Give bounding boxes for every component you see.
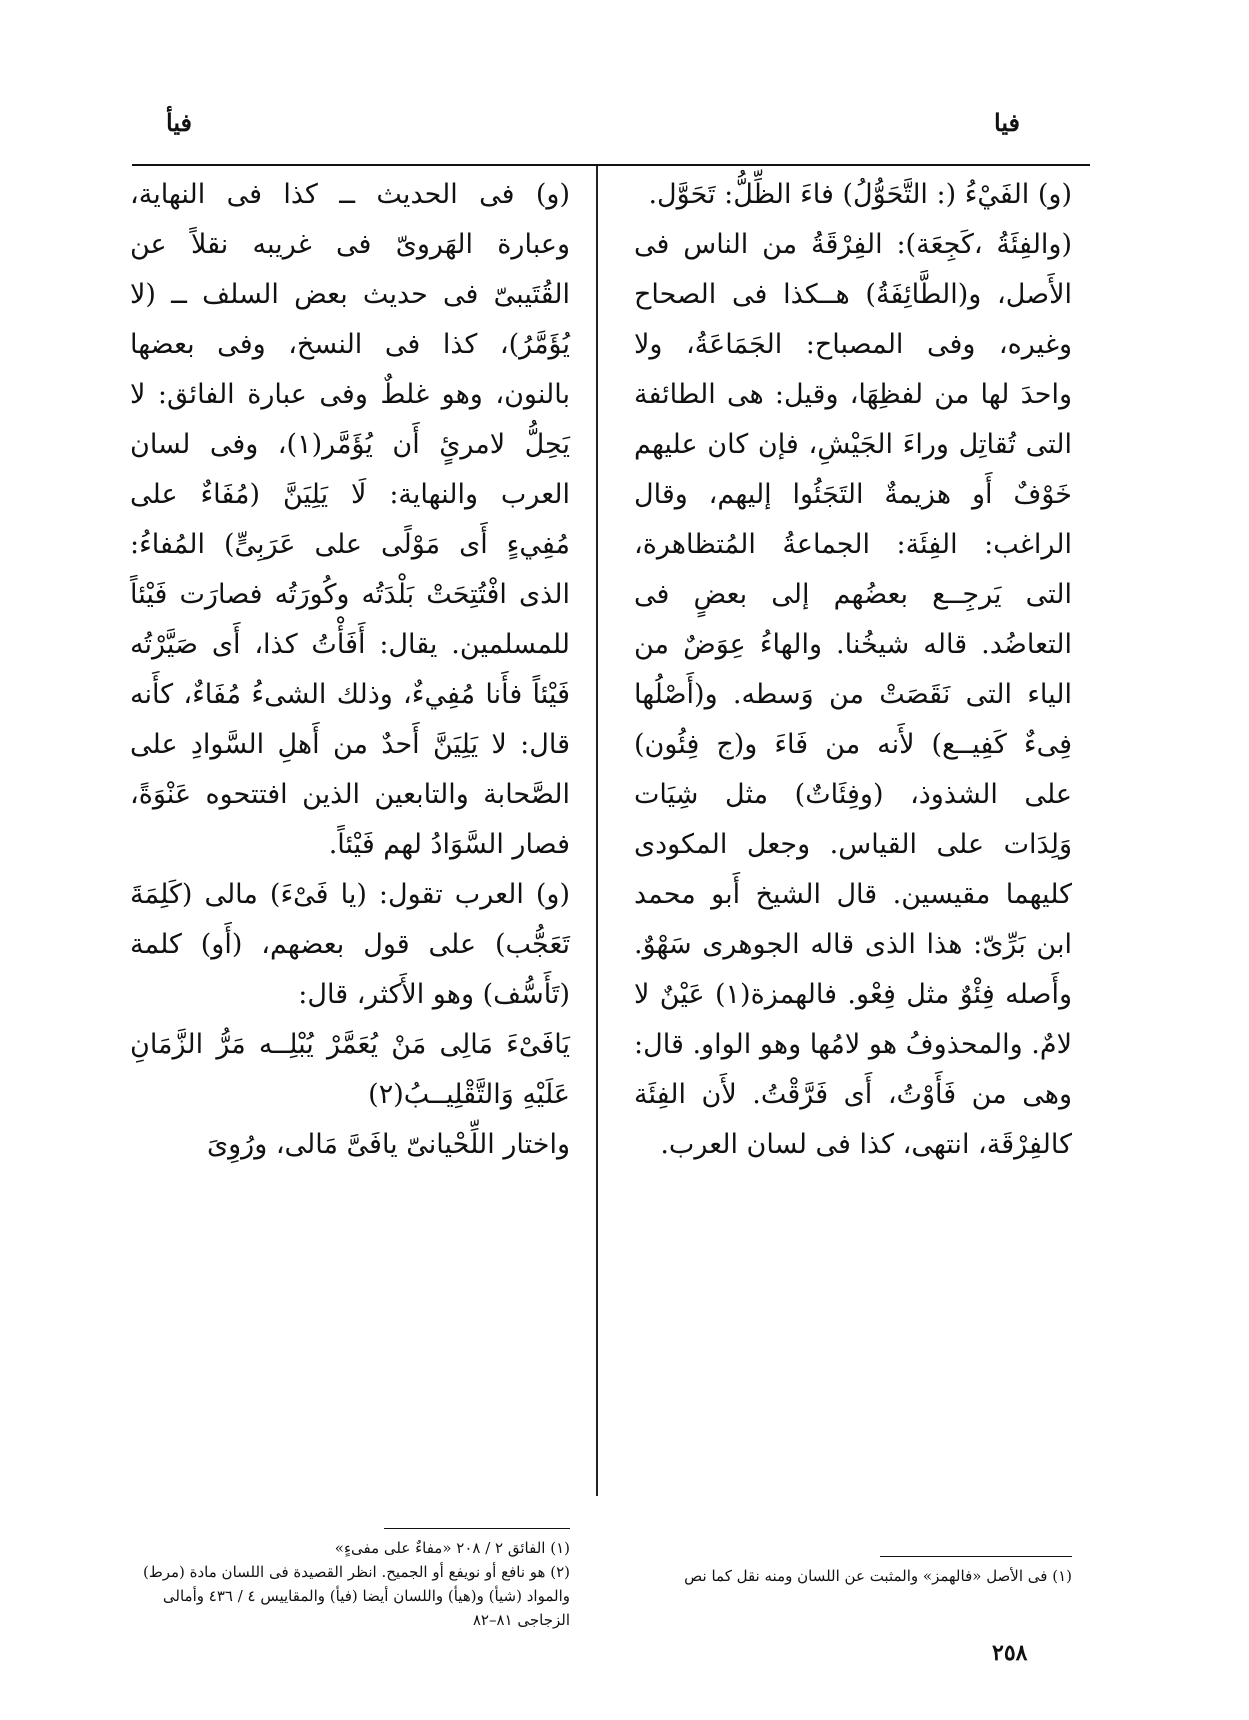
footnote: (٢) هو نافع أو نويفع أو الجميح. انظر القصيدة فى اللسان مادة (مرط) والمواد (شيأ) و(هيأ) واللسان أيضا (فيأ) والمقاييس ٤ / ٤٣٦ وأمالى الزجاجى ٨١–٨٢: [142, 1563, 570, 1629]
footnote: (١) الفائق ٢ / ٢٠٨ «مفاءٌ على مفىءٍ»: [334, 1539, 570, 1557]
page-number: ٢٥٨: [992, 1640, 1028, 1666]
footnote: (١) فى الأصل «فالهمز» والمثبت عن اللسان ومنه نقل كما نص: [684, 1567, 1072, 1585]
running-header-left: فيأ: [166, 108, 193, 137]
right-paragraph: (و) الفَيْءُ (: التَّحَوُّلُ) فاءَ الظِّلُّ: تَحَوَّل.: [648, 179, 1072, 210]
left-column: [130, 170, 570, 1170]
left-paragraph: (و) العرب تقول: (يا فَىْءَ) مالى (كَلِمَةَ تَعَجُّب) على قول بعضهم، (أَو) كلمة (تَأَسُّف) وهو الأَكثر، قال:: [130, 879, 570, 1010]
right-column: [634, 170, 1072, 1170]
footnote-rule-right: [880, 1556, 1072, 1557]
left-paragraph: (و) فى الحديث ــ كذا فى النهاية، وعبارة الهَروىّ فى غريبه نقلاً عن القُتَيبىّ فى حديث بعض السلف ــ (لا يُؤَمَّرُ)، كذا فى النسخ، وفى بعضها بالنون، وهو غلطٌ وفى عبارة الفائق: لا يَحِلُّ لامرئٍ أَن يُؤَمَّر(١)، وفى لسان العرب والنهاية: لَا يَلِيَنَّ (مُفَاءٌ على مُفِيءٍ أَى مَوْلًى على عَرَبِىٍّ) المُفاءُ: الذى افْتُتِحَتْ بَلْدَتُه وكُورَتُه فصارَت فَيْئاً للمسلمين. يقال: أَفَأْتُ كذا، أَى صَيَّرْتُه فَيْئاً فأَنا مُفِيءٌ، وذلك الشىءُ مُفَاءٌ، كأَنه قال: لا يَلِيَنَّ أَحدٌ من أَهلِ السَّوادِ على الصَّحابة والتابعين الذين افتتحوه عَنْوَةً، فصار السَّوَادُ لهم فَيْئاً.: [130, 179, 570, 860]
header-rule: [132, 164, 1090, 166]
left-paragraph: واختار اللِّحْيانىّ يافَىَّ مَالى، ورُوِىَ: [207, 1129, 570, 1160]
right-paragraph: (والفِئَةُ ،كَجِعَة): الفِرْقَةُ من الناس فى الأَصل، و(الطَّائِفَةُ) هــكذا فى الصحاح وغيره، وفى المصباح: الجَمَاعَةُ، ولا واحدَ لها من لفظِهَا، وقيل: هى الطائفة التى تُقاتِل وراءَ الجَيْشِ، فإن كان عليهم خَوْفٌ أَو هزيمةٌ التَجَئُوا إليهم، وقال الراغب: الفِئَة: الجماعةُ المُتظاهرة، التى يَرجِــع بعضُهم إلى بعضٍ فى التعاضُد. قاله شيخُنا. والهاءُ عِوَضٌ من الياء التى نَقَصَتْ من وَسطه. و(أَصْلُها فِىءٌ كَفِيــع) لأَنه من فَاءَ و(ج فِئُون) على الشذوذ، (وفِئَاتٌ) مثل شِيَات وَلِدَات على القياس. وجعل المكودى كليهما مقيسين. قال الشيخ أَبو محمد ابن بَرِّىّ: هذا الذى قاله الجوهرى سَهْوٌ. وأَصله فِئْوٌ مثل فِعْو. فالهمزة(١) عَيْنٌ لا لامٌ. والمحذوفُ هو لامُها وهو الواو. قال: وهى من فَأَوْتُ، أَى فَرَّقْتُ. لأَن الفِئَة كالفِرْقَة، انتهى، كذا فى لسان العرب.: [634, 229, 1072, 1160]
footnotes-left: [130, 1536, 570, 1632]
footnotes-right: [634, 1564, 1072, 1588]
footnote-rule-left: [384, 1528, 570, 1529]
column-divider: [596, 166, 598, 1496]
verse: يَافَىْءَ مَالِى مَنْ يُعَمَّرْ يُبْلِــه مَرُّ الزَّمَانِ عَلَيْهِ وَالتَّقْلِيــبُ(٢): [130, 1029, 570, 1110]
running-header-right: فيا: [994, 108, 1021, 137]
